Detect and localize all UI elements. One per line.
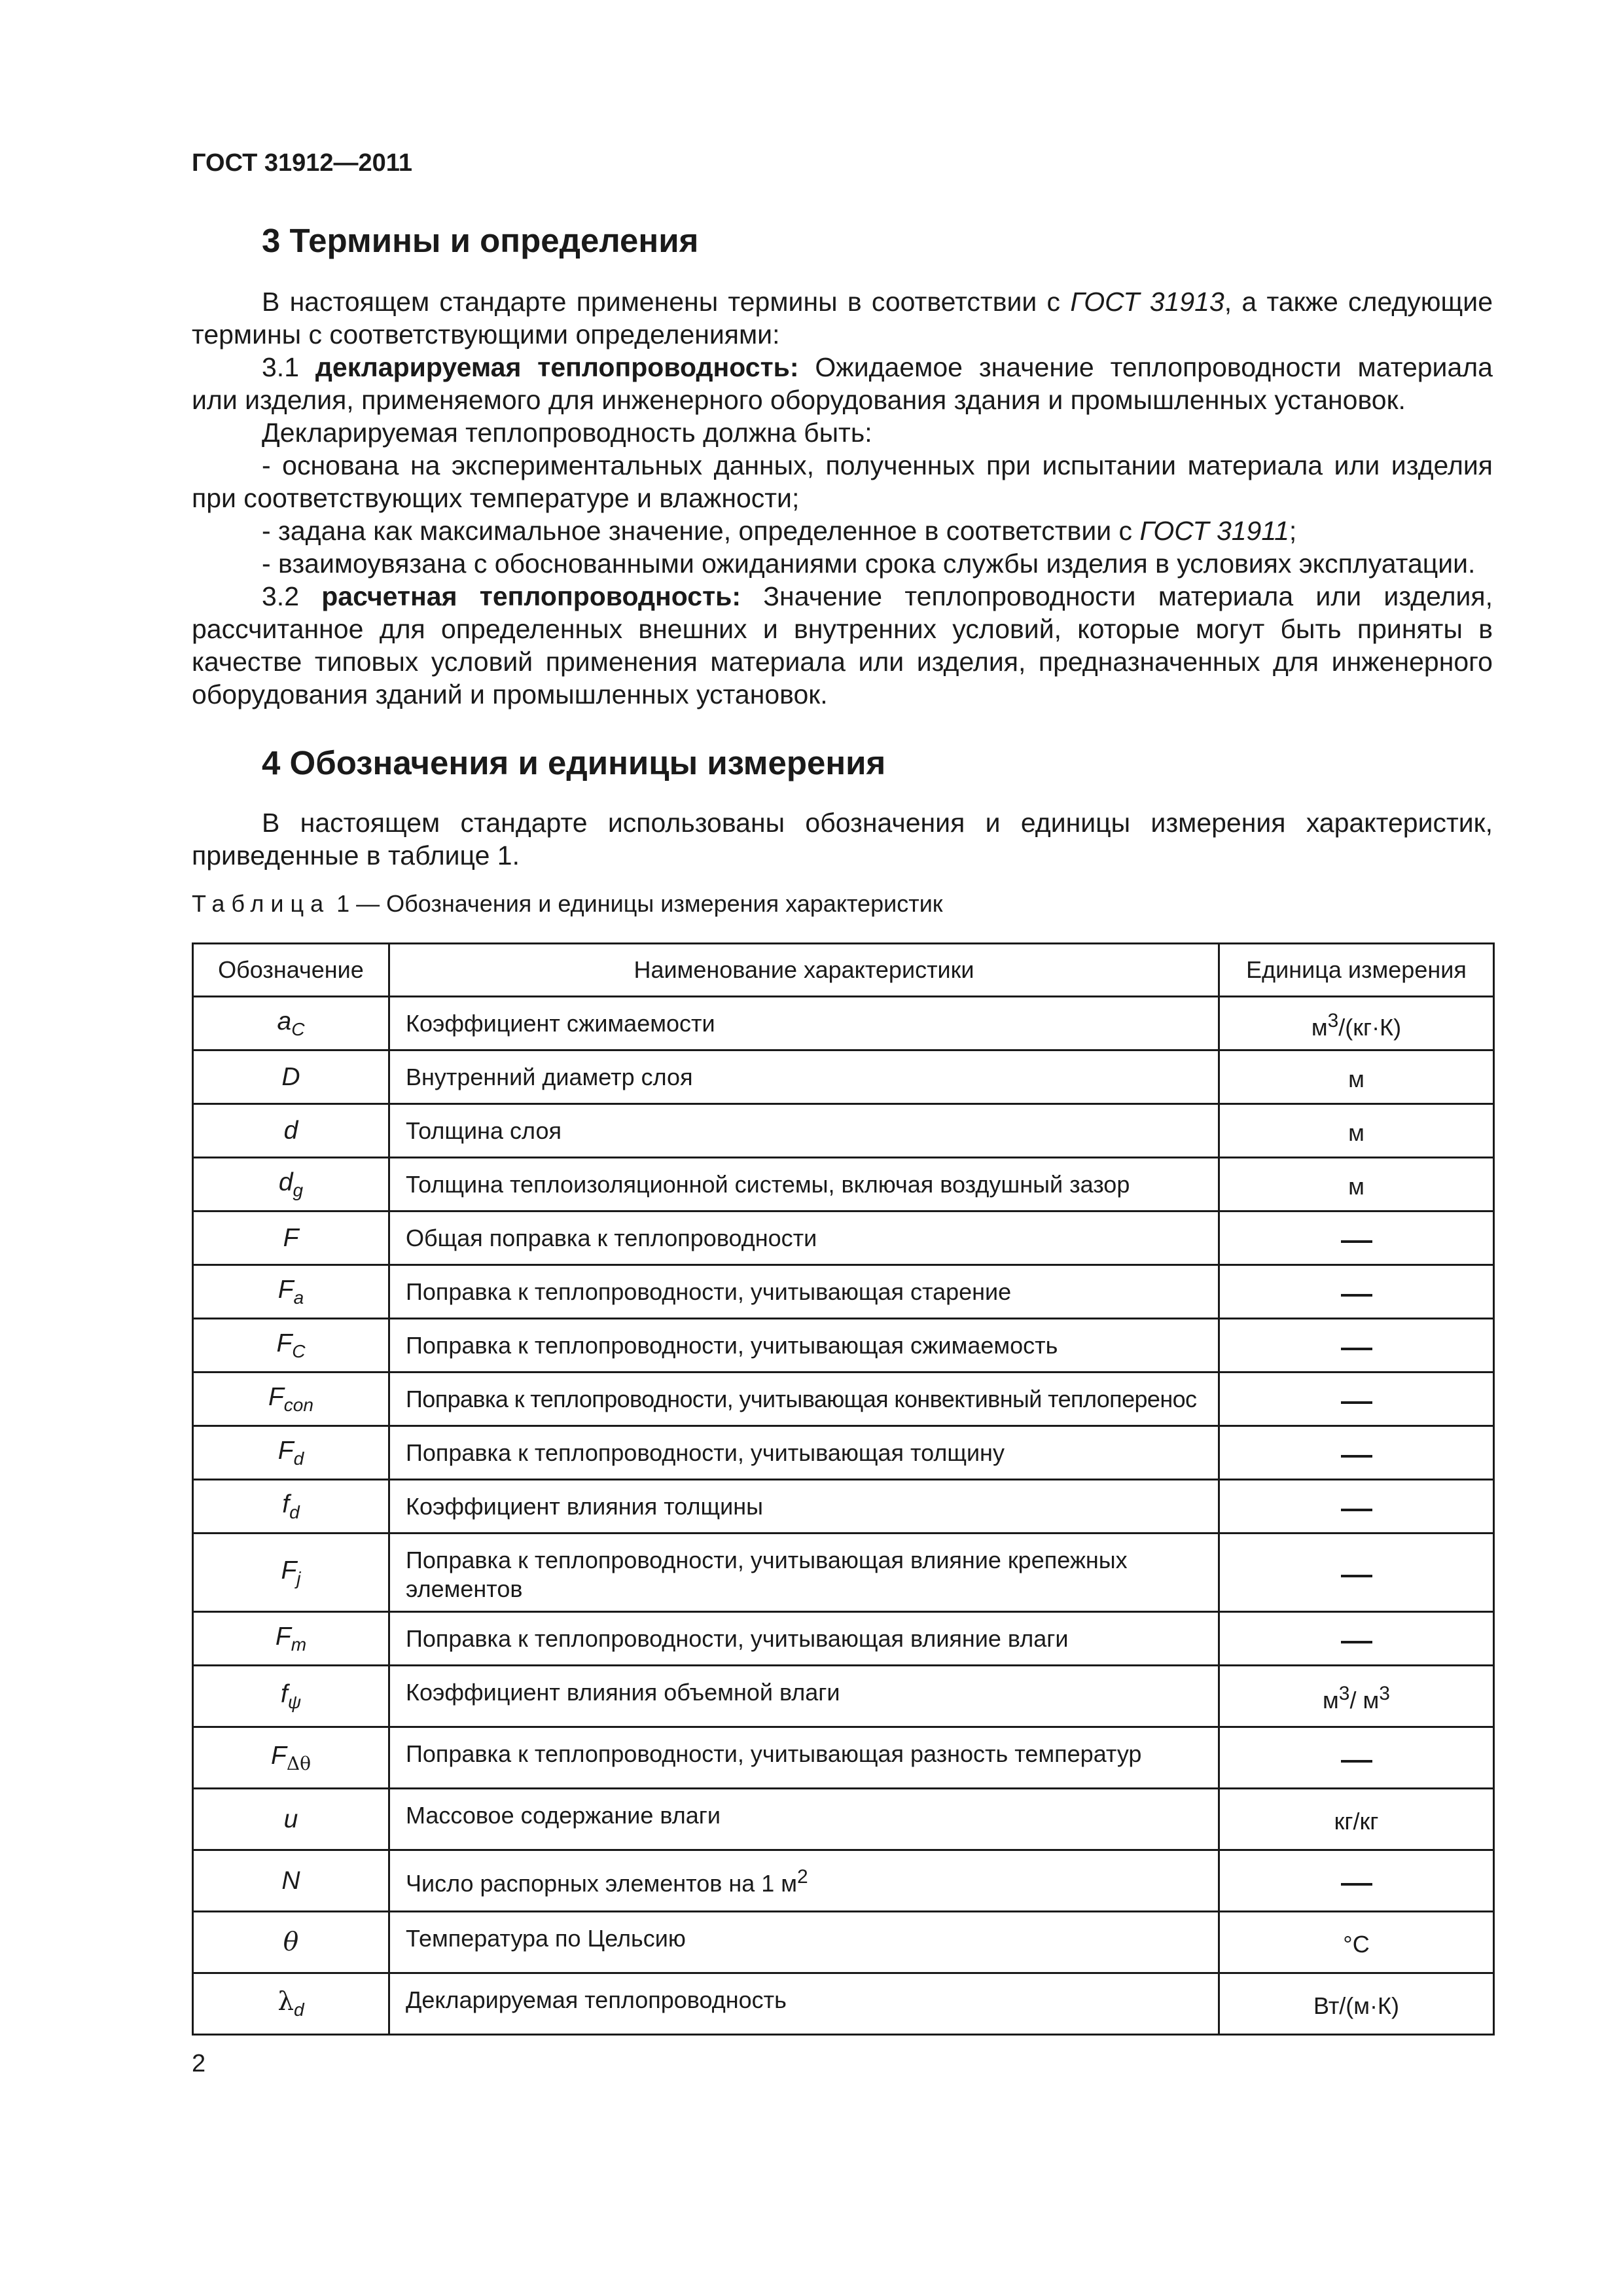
table-row (193, 1666, 1494, 1727)
symbol-cell: $F_a$ (193, 1265, 389, 1319)
em-dash (1341, 1575, 1372, 1577)
symbol-cell: $F_d$ (193, 1426, 389, 1480)
em-dash (1341, 1294, 1372, 1297)
name-cell: Поправка к теплопроводности, учитывающая толщину (389, 1426, 1219, 1480)
symbols-table (192, 942, 1495, 2036)
requirement-item-2: - задана как максимальное значение, определенное в соответствии с ГОСТ 31911; (262, 516, 1297, 546)
table-caption: Таблица 1 — Обозначения и единицы измерения характеристик (192, 890, 943, 917)
name-cell: Температура по Цельсию (389, 1912, 1219, 1973)
table-row (193, 1612, 1494, 1666)
unit-cell: м (1219, 1104, 1494, 1158)
unit-cell (1219, 1727, 1494, 1789)
unit-cell (1219, 1850, 1494, 1912)
name-cell: Поправка к теплопроводности, учитывающая разность температур (389, 1727, 1219, 1789)
unit-cell: м (1219, 1158, 1494, 1211)
name-cell: Поправка к теплопроводности, учитывающая конвективный теплоперенос (389, 1372, 1219, 1426)
header-symbol: Обозначение (193, 944, 389, 997)
name-cell: Декларируемая теплопроводность (389, 1973, 1219, 2035)
table-row (193, 1973, 1494, 2035)
unit-cell (1219, 1426, 1494, 1480)
unit-cell (1219, 1534, 1494, 1612)
unit-cell: °С (1219, 1912, 1494, 1973)
symbol-cell: F (193, 1211, 389, 1265)
table-row (193, 1158, 1494, 1211)
standard-code: ГОСТ 31912—2011 (192, 149, 412, 177)
term-3-2: 3.2 расчетная теплопроводность: Значение теплопроводности материала или изделия, рассчитанное для определенных внешних и внутренних условий, которые могут быть приняты в качестве типовых условий применения материала или изделия, предназначенных для инженерного оборудования зданий и промышленных установок. (192, 581, 1493, 709)
unit-cell: $м^3/$ $м^3$ (1219, 1666, 1494, 1727)
table-row (193, 1789, 1494, 1850)
table-row (193, 1426, 1494, 1480)
em-dash (1341, 1455, 1372, 1458)
symbol-cell: $F_j$ (193, 1534, 389, 1612)
symbol-cell: $F_C$ (193, 1319, 389, 1372)
unit-cell: Вт/(м·К) (1219, 1973, 1494, 2035)
table-row (193, 1319, 1494, 1372)
name-cell: Число распорных элементов на 1 $м^2$ (389, 1850, 1219, 1912)
name-cell: Массовое содержание влаги (389, 1789, 1219, 1850)
symbol-cell: $f_d$ (193, 1480, 389, 1534)
symbol-cell: $f_\psi$ (193, 1666, 389, 1727)
em-dash (1341, 1641, 1372, 1643)
section-4-body (192, 806, 1493, 872)
page-number: 2 (192, 2050, 206, 2077)
header-unit: Единица измерения (1219, 944, 1494, 997)
unit-cell (1219, 1265, 1494, 1319)
table-row (193, 1104, 1494, 1158)
name-cell: Коэффициент сжимаемости (389, 997, 1219, 1050)
requirement-item-3: - взаимоувязана с обоснованными ожиданиями срока службы изделия в условиях эксплуатации. (262, 548, 1476, 579)
unit-cell: кг/кг (1219, 1789, 1494, 1850)
em-dash (1341, 1348, 1372, 1350)
name-cell: Общая поправка к теплопроводности (389, 1211, 1219, 1265)
must-be-text: Декларируемая теплопроводность должна быть: (262, 418, 872, 448)
unit-cell (1219, 1211, 1494, 1265)
symbol-cell: θ (193, 1912, 389, 1973)
symbol-cell: $\lambda_d$ (193, 1973, 389, 2035)
symbol-cell: N (193, 1850, 389, 1912)
section-4-title: 4 Обозначения и единицы измерения (262, 744, 886, 781)
em-dash (1341, 1509, 1372, 1511)
unit-cell (1219, 1612, 1494, 1666)
table-row (193, 1480, 1494, 1534)
table-header-row (193, 944, 1494, 997)
symbol-cell: $F_{con}$ (193, 1372, 389, 1426)
table-row (193, 1850, 1494, 1912)
unit-cell: м (1219, 1050, 1494, 1104)
table-row (193, 1534, 1494, 1612)
name-cell: Толщина теплоизоляционной системы, включая воздушный зазор (389, 1158, 1219, 1211)
symbol-cell: $d_g$ (193, 1158, 389, 1211)
section-3-body (192, 285, 1493, 711)
table-row (193, 997, 1494, 1050)
unit-cell (1219, 1480, 1494, 1534)
table-row (193, 1265, 1494, 1319)
name-cell: Поправка к теплопроводности, учитывающая сжимаемость (389, 1319, 1219, 1372)
name-cell: Толщина слоя (389, 1104, 1219, 1158)
header-name: Наименование характеристики (389, 944, 1219, 997)
em-dash (1341, 1240, 1372, 1243)
name-cell: Поправка к теплопроводности, учитывающая влияние крепежных элементов (389, 1534, 1219, 1612)
name-cell: Внутренний диаметр слоя (389, 1050, 1219, 1104)
table-row (193, 1211, 1494, 1265)
name-cell: Поправка к теплопроводности, учитывающая влияние влаги (389, 1612, 1219, 1666)
em-dash (1341, 1883, 1372, 1886)
symbol-cell: $F_m$ (193, 1612, 389, 1666)
name-cell: Коэффициент влияния толщины (389, 1480, 1219, 1534)
unit-cell (1219, 1319, 1494, 1372)
section-3-title: 3 Термины и определения (262, 222, 699, 259)
em-dash (1341, 1760, 1372, 1763)
table-row (193, 1050, 1494, 1104)
unit-cell (1219, 1372, 1494, 1426)
table-row (193, 1912, 1494, 1973)
symbol-cell: $F_{\Delta\theta}$ (193, 1727, 389, 1789)
em-dash (1341, 1401, 1372, 1404)
term-3-1: 3.1 декларируемая теплопроводность: Ожидаемое значение теплопроводности материала или изделия, применяемого для инженерного оборудования здания и промышленных установок. (192, 352, 1493, 415)
symbol-cell: u (193, 1789, 389, 1850)
table-row (193, 1727, 1494, 1789)
section-4-intro: В настоящем стандарте использованы обозначения и единицы измерения характеристик, приведенные в таблице 1. (192, 808, 1493, 870)
symbol-cell: d (193, 1104, 389, 1158)
table-row (193, 1372, 1494, 1426)
requirement-item-1: - основана на экспериментальных данных, полученных при испытании материала или изделия при соответствующих температуре и влажности; (192, 450, 1493, 513)
name-cell: Поправка к теплопроводности, учитывающая старение (389, 1265, 1219, 1319)
symbol-cell: $a_C$ (193, 997, 389, 1050)
name-cell: Коэффициент влияния объемной влаги (389, 1666, 1219, 1727)
symbol-cell: D (193, 1050, 389, 1104)
section-3-intro: В настоящем стандарте применены термины в соответствии с ГОСТ 31913, а также следующие термины с соответствующими определениями: (192, 287, 1493, 350)
unit-cell: $м^3/(кг\cdot К)$ (1219, 997, 1494, 1050)
